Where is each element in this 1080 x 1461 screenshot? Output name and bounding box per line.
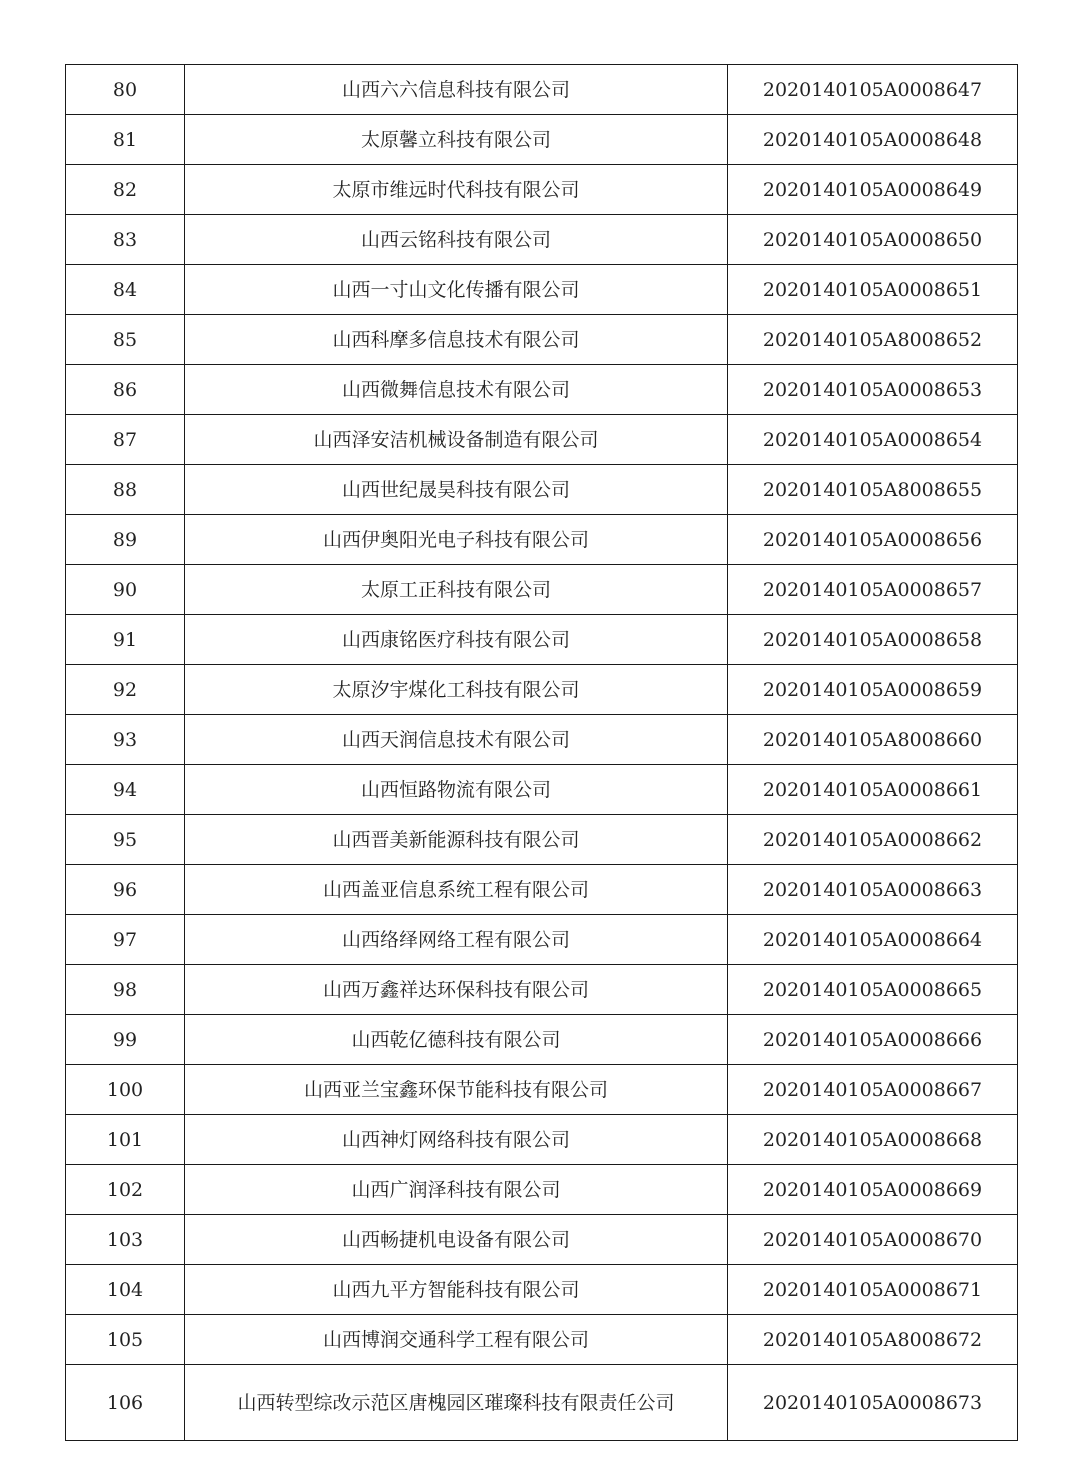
- registration-code: 2020140105A0008651: [728, 265, 1018, 315]
- table-row: [66, 315, 1018, 365]
- registration-code: 2020140105A0008649: [728, 165, 1018, 215]
- table-row: [66, 165, 1018, 215]
- company-name: 山西广润泽科技有限公司: [185, 1165, 728, 1215]
- company-name: 山西科摩多信息技术有限公司: [185, 315, 728, 365]
- table-row: [66, 965, 1018, 1015]
- company-name: 山西康铭医疗科技有限公司: [185, 615, 728, 665]
- row-number: 95: [66, 815, 185, 865]
- company-name: 太原馨立科技有限公司: [185, 115, 728, 165]
- row-number: 81: [66, 115, 185, 165]
- company-name: 山西络绎网络工程有限公司: [185, 915, 728, 965]
- row-number: 80: [66, 65, 185, 115]
- company-name: 山西九平方智能科技有限公司: [185, 1265, 728, 1315]
- table-row: [66, 415, 1018, 465]
- company-name: 山西博润交通科学工程有限公司: [185, 1315, 728, 1365]
- row-number: 105: [66, 1315, 185, 1365]
- company-name: 太原市维远时代科技有限公司: [185, 165, 728, 215]
- company-name: 山西天润信息技术有限公司: [185, 715, 728, 765]
- table-row: [66, 915, 1018, 965]
- row-number: 96: [66, 865, 185, 915]
- table-row: [66, 465, 1018, 515]
- row-number: 102: [66, 1165, 185, 1215]
- company-name: 山西乾亿德科技有限公司: [185, 1015, 728, 1065]
- table-row: [66, 365, 1018, 415]
- company-table: [65, 64, 1018, 1441]
- registration-code: 2020140105A0008662: [728, 815, 1018, 865]
- company-name: 山西畅捷机电设备有限公司: [185, 1215, 728, 1265]
- row-number: 103: [66, 1215, 185, 1265]
- row-number: 91: [66, 615, 185, 665]
- registration-code: 2020140105A8008660: [728, 715, 1018, 765]
- row-number: 86: [66, 365, 185, 415]
- registration-code: 2020140105A0008648: [728, 115, 1018, 165]
- company-name: 山西伊奥阳光电子科技有限公司: [185, 515, 728, 565]
- table-row: [66, 615, 1018, 665]
- row-number: 84: [66, 265, 185, 315]
- registration-code: 2020140105A0008654: [728, 415, 1018, 465]
- table-row: [66, 215, 1018, 265]
- row-number: 89: [66, 515, 185, 565]
- row-number: 82: [66, 165, 185, 215]
- registration-code: 2020140105A0008647: [728, 65, 1018, 115]
- company-name: 太原汐宇煤化工科技有限公司: [185, 665, 728, 715]
- registration-code: 2020140105A0008661: [728, 765, 1018, 815]
- row-number: 85: [66, 315, 185, 365]
- company-name: 太原工正科技有限公司: [185, 565, 728, 615]
- table-row: [66, 1365, 1018, 1441]
- registration-code: 2020140105A0008650: [728, 215, 1018, 265]
- table-row: [66, 1215, 1018, 1265]
- company-name: 山西晋美新能源科技有限公司: [185, 815, 728, 865]
- row-number: 87: [66, 415, 185, 465]
- table-row: [66, 865, 1018, 915]
- registration-code: 2020140105A0008664: [728, 915, 1018, 965]
- table-row: [66, 115, 1018, 165]
- row-number: 101: [66, 1115, 185, 1165]
- registration-code: 2020140105A0008666: [728, 1015, 1018, 1065]
- company-name: 山西亚兰宝鑫环保节能科技有限公司: [185, 1065, 728, 1115]
- company-name: 山西泽安洁机械设备制造有限公司: [185, 415, 728, 465]
- row-number: 97: [66, 915, 185, 965]
- row-number: 88: [66, 465, 185, 515]
- company-name-text: 山西转型综改示范区唐槐园区璀璨科技有限责任公司: [237, 1391, 675, 1414]
- company-name: 山西六六信息科技有限公司: [185, 65, 728, 115]
- table-row: [66, 665, 1018, 715]
- company-name: 山西一寸山文化传播有限公司: [185, 265, 728, 315]
- registration-code: 2020140105A0008670: [728, 1215, 1018, 1265]
- row-number: 92: [66, 665, 185, 715]
- row-number: 106: [66, 1365, 185, 1441]
- company-name: 山西盖亚信息系统工程有限公司: [185, 865, 728, 915]
- registration-code: 2020140105A0008671: [728, 1265, 1018, 1315]
- table-row: [66, 1165, 1018, 1215]
- table-row: [66, 715, 1018, 765]
- registration-code: 2020140105A0008656: [728, 515, 1018, 565]
- registration-code: 2020140105A8008655: [728, 465, 1018, 515]
- row-number: 98: [66, 965, 185, 1015]
- table-row: [66, 65, 1018, 115]
- table-row: [66, 1265, 1018, 1315]
- row-number: 83: [66, 215, 185, 265]
- table-row: [66, 765, 1018, 815]
- table-row: [66, 1065, 1018, 1115]
- company-name: 山西世纪晟昊科技有限公司: [185, 465, 728, 515]
- company-name: 山西微舞信息技术有限公司: [185, 365, 728, 415]
- registration-code: 2020140105A0008653: [728, 365, 1018, 415]
- registration-code: 2020140105A0008659: [728, 665, 1018, 715]
- company-name: 山西恒路物流有限公司: [185, 765, 728, 815]
- row-number: 104: [66, 1265, 185, 1315]
- row-number: 90: [66, 565, 185, 615]
- table-row: [66, 265, 1018, 315]
- table-row: [66, 815, 1018, 865]
- registration-code: 2020140105A8008652: [728, 315, 1018, 365]
- company-name: 山西云铭科技有限公司: [185, 215, 728, 265]
- company-name: 山西神灯网络科技有限公司: [185, 1115, 728, 1165]
- company-name: 山西万鑫祥达环保科技有限公司: [185, 965, 728, 1015]
- registration-code: 2020140105A0008665: [728, 965, 1018, 1015]
- row-number: 99: [66, 1015, 185, 1065]
- registration-code: 2020140105A0008667: [728, 1065, 1018, 1115]
- registration-code: 2020140105A0008673: [728, 1365, 1018, 1441]
- table-row: [66, 515, 1018, 565]
- company-name: [185, 1365, 728, 1441]
- table-row: [66, 1315, 1018, 1365]
- table-row: [66, 1115, 1018, 1165]
- registration-code: 2020140105A0008658: [728, 615, 1018, 665]
- registration-code: 2020140105A0008668: [728, 1115, 1018, 1165]
- registration-code: 2020140105A8008672: [728, 1315, 1018, 1365]
- registration-code: 2020140105A0008663: [728, 865, 1018, 915]
- table-row: [66, 565, 1018, 615]
- registration-code: 2020140105A0008657: [728, 565, 1018, 615]
- table-row: [66, 1015, 1018, 1065]
- row-number: 93: [66, 715, 185, 765]
- row-number: 100: [66, 1065, 185, 1115]
- registration-code: 2020140105A0008669: [728, 1165, 1018, 1215]
- row-number: 94: [66, 765, 185, 815]
